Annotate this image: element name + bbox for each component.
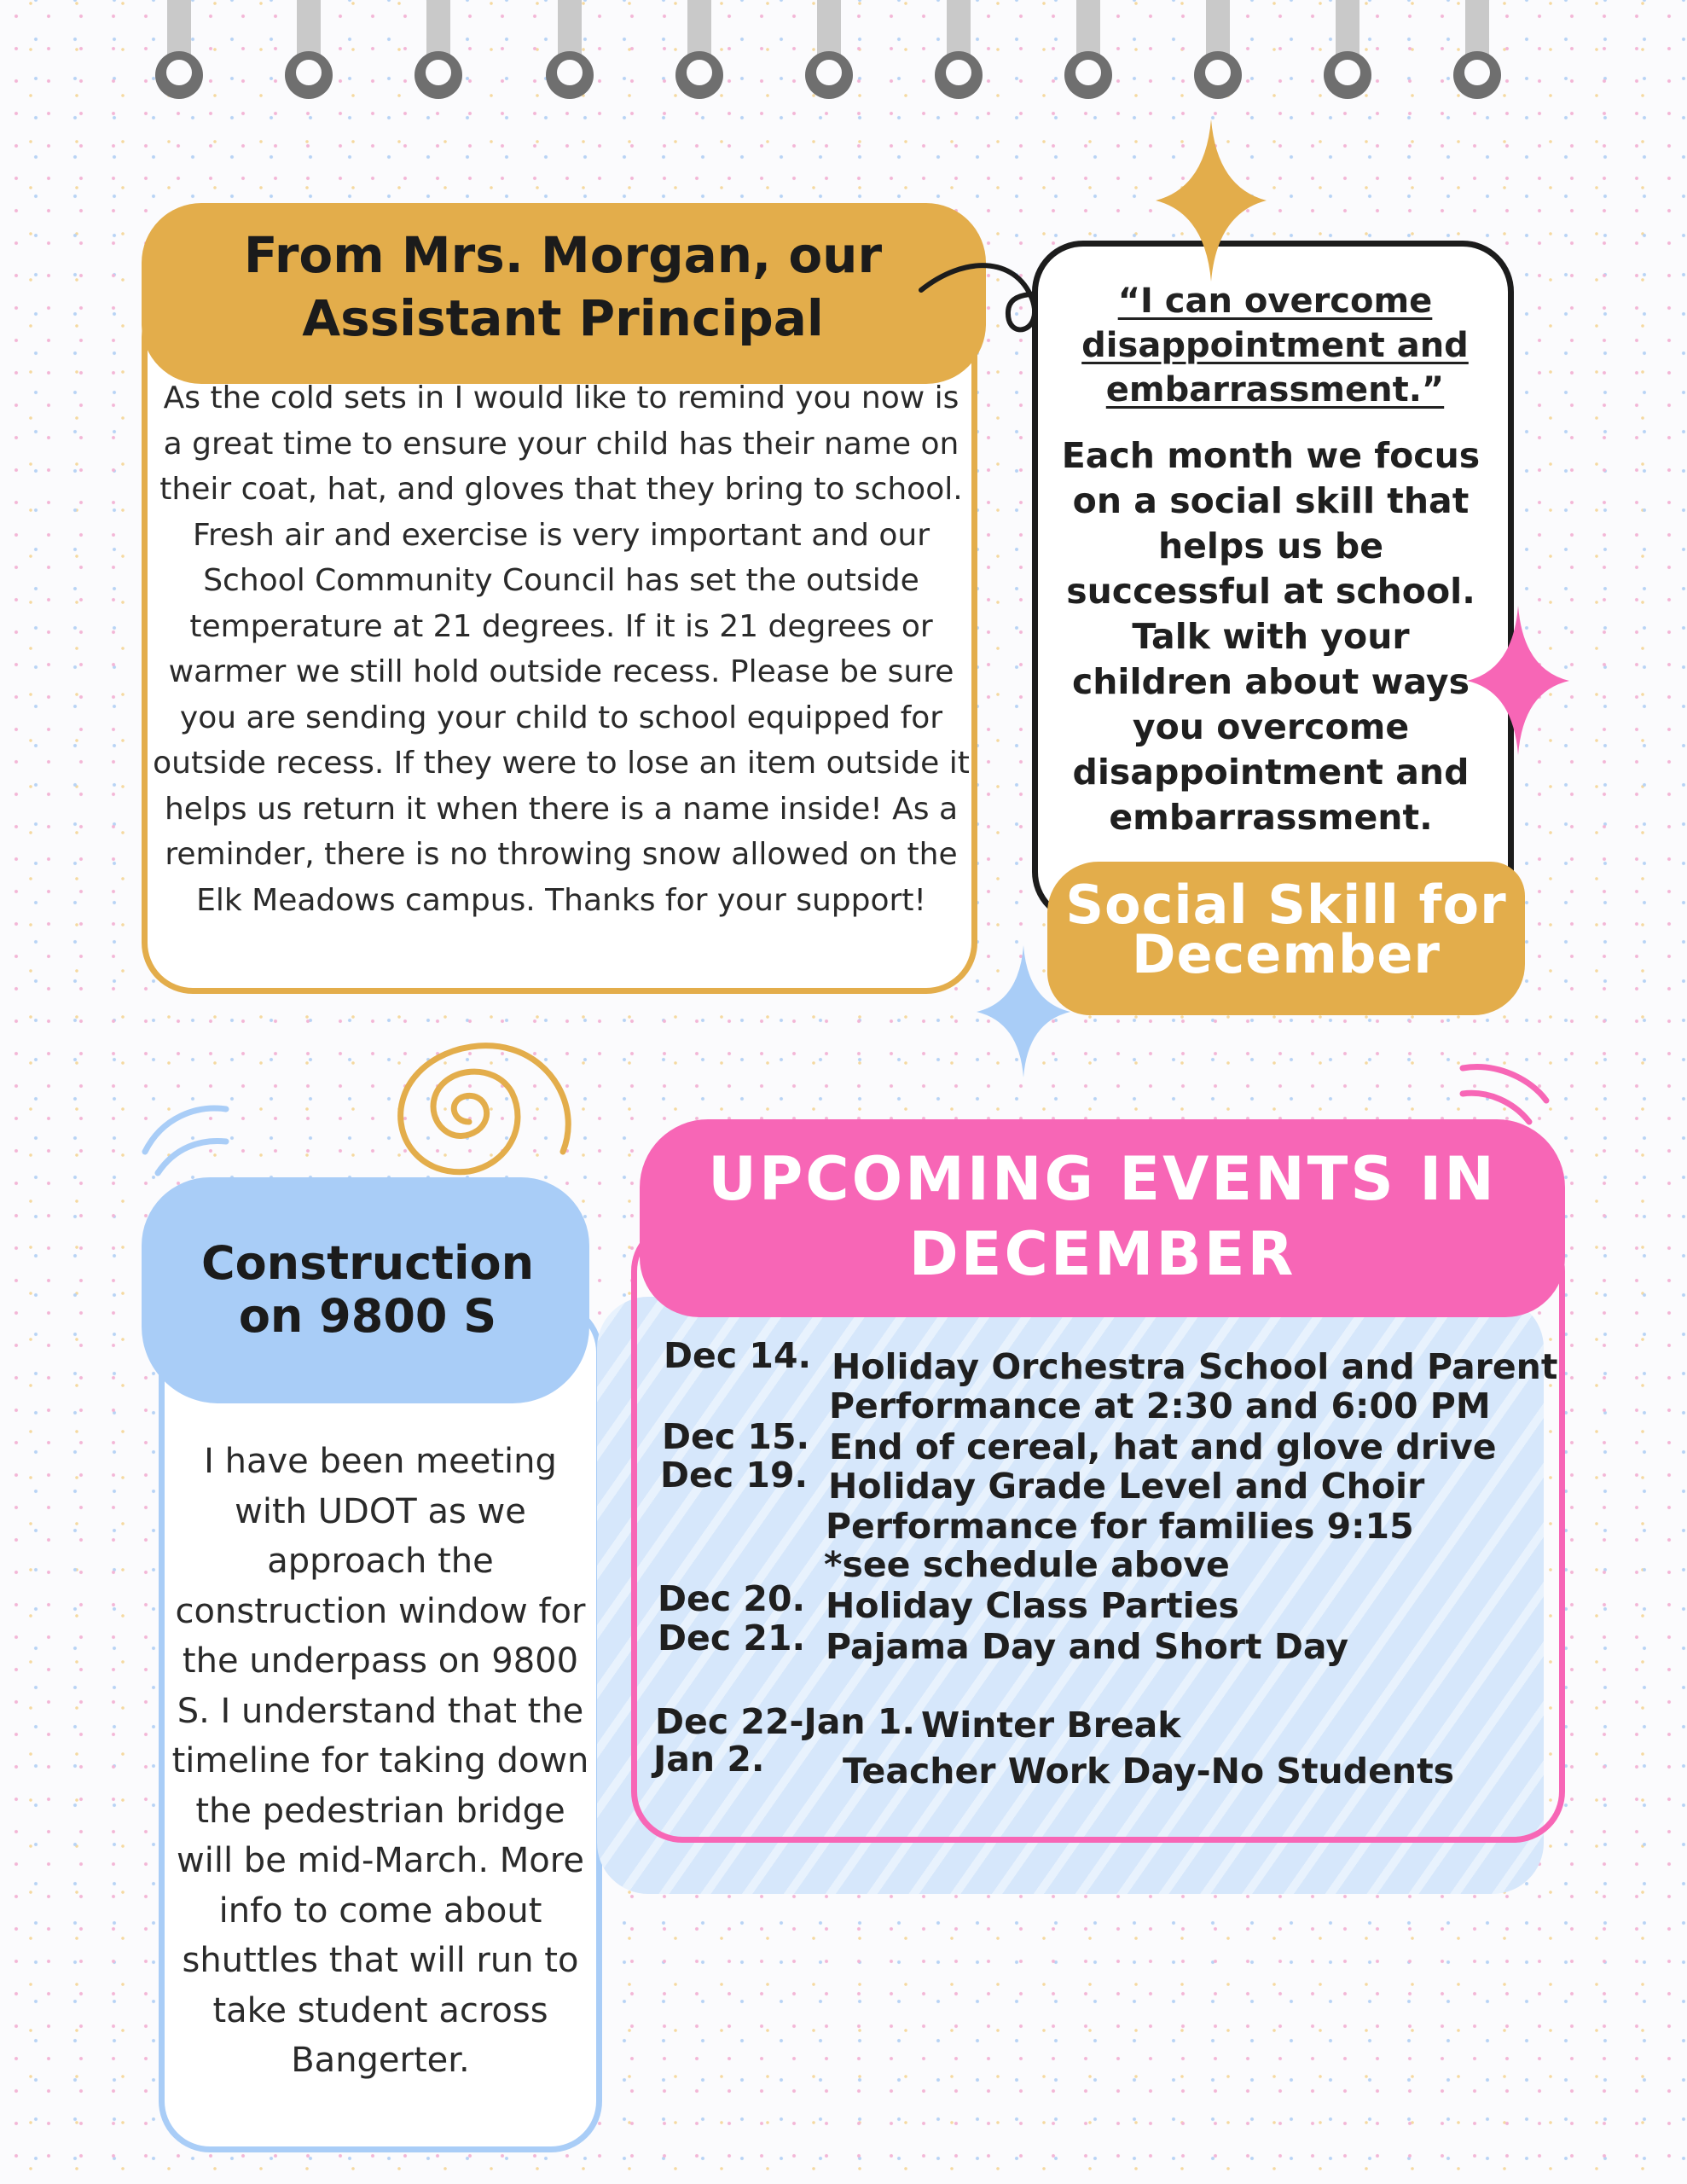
binding-ring — [1064, 0, 1112, 102]
social-skill-quote: “I can overcome disappointment and embarrassment.” — [1081, 282, 1469, 410]
event-description: Winter Break — [921, 1705, 1181, 1745]
binding-ring — [1194, 0, 1242, 102]
event-date: Dec 15. — [662, 1416, 810, 1457]
title-line: From Mrs. Morgan, our — [243, 226, 883, 284]
event-description: Pajama Day and Short Day — [826, 1626, 1349, 1667]
social-skill-banner-text — [1047, 874, 1525, 985]
title-line: Construction — [200, 1236, 535, 1290]
binding-ring — [1324, 0, 1371, 102]
event-description: Teacher Work Day-No Students — [843, 1751, 1455, 1792]
banner-line: December — [1132, 923, 1441, 985]
event-description: Performance for families 9:15 — [826, 1506, 1414, 1547]
event-description: End of cereal, hat and glove drive — [829, 1426, 1497, 1467]
blue-sparkle-icon — [977, 945, 1070, 1077]
event-date: Dec 14. — [664, 1335, 812, 1376]
event-description: Holiday Orchestra School and Parent — [832, 1346, 1558, 1387]
event-description: Holiday Grade Level and Choir — [828, 1466, 1425, 1507]
banner-line: Social Skill for — [1065, 874, 1507, 936]
title-line: DECEMBER — [908, 1219, 1296, 1289]
construction-body: I have been meeting with UDOT as we approach the construction window for the underpass on 9800 S. I understand that the timeline for taking down the pedestrian bridge will be mid-March. More info to come about shuttles that will run to take student across Bangerter. — [171, 1442, 589, 2080]
binding-ring — [285, 0, 333, 102]
binding-ring — [546, 0, 594, 102]
gold-sparkle-icon — [1156, 119, 1267, 282]
blue-motion-lines-icon — [136, 1092, 239, 1186]
event-description: *see schedule above — [824, 1544, 1230, 1585]
binding-ring — [155, 0, 203, 102]
title-line: on 9800 S — [238, 1289, 497, 1343]
event-date: Dec 19. — [660, 1455, 809, 1496]
binding-ring — [935, 0, 983, 102]
binding-ring — [1453, 0, 1501, 102]
title-line: UPCOMING EVENTS IN — [708, 1144, 1497, 1214]
event-description: Performance at 2:30 and 6:00 PM — [829, 1385, 1491, 1426]
construction-title — [159, 1237, 577, 1343]
principal-message-title — [171, 224, 955, 350]
event-date: Dec 20. — [658, 1578, 806, 1619]
event-date: Dec 21. — [658, 1618, 806, 1658]
events-title — [648, 1141, 1557, 1292]
gold-swirl-icon — [350, 1028, 588, 1199]
pink-sparkle-icon — [1467, 606, 1569, 755]
event-date: Dec 22-Jan 1. — [655, 1701, 915, 1742]
principal-message-body: As the cold sets in I would like to remind you now is a great time to ensure your child has their name on their coat, hat, and gloves that they bring to school. Fresh air and exercise is very important and our School Community Council has set the outside temperature at 21 degrees. If it is 21 degrees or warmer we still hold outside recess. Please be sure you are sending your child to school equipped for outside recess. If they were to lose an item outside it helps us return it when there is a name inside! As a reminder, there is no throwing snow allowed on the Elk Meadows campus. Thanks for your support! — [153, 380, 970, 918]
event-date: Jan 2. — [653, 1739, 765, 1780]
event-description: Holiday Class Parties — [826, 1585, 1239, 1626]
social-skill-description: Each month we focus on a social skill that helps us be successful at school. Talk with your children about ways you overcome disappointment and embarrassment. — [1061, 435, 1481, 838]
binding-ring — [805, 0, 853, 102]
binding-ring — [675, 0, 723, 102]
title-line: Assistant Principal — [302, 289, 824, 347]
binding-ring — [415, 0, 462, 102]
